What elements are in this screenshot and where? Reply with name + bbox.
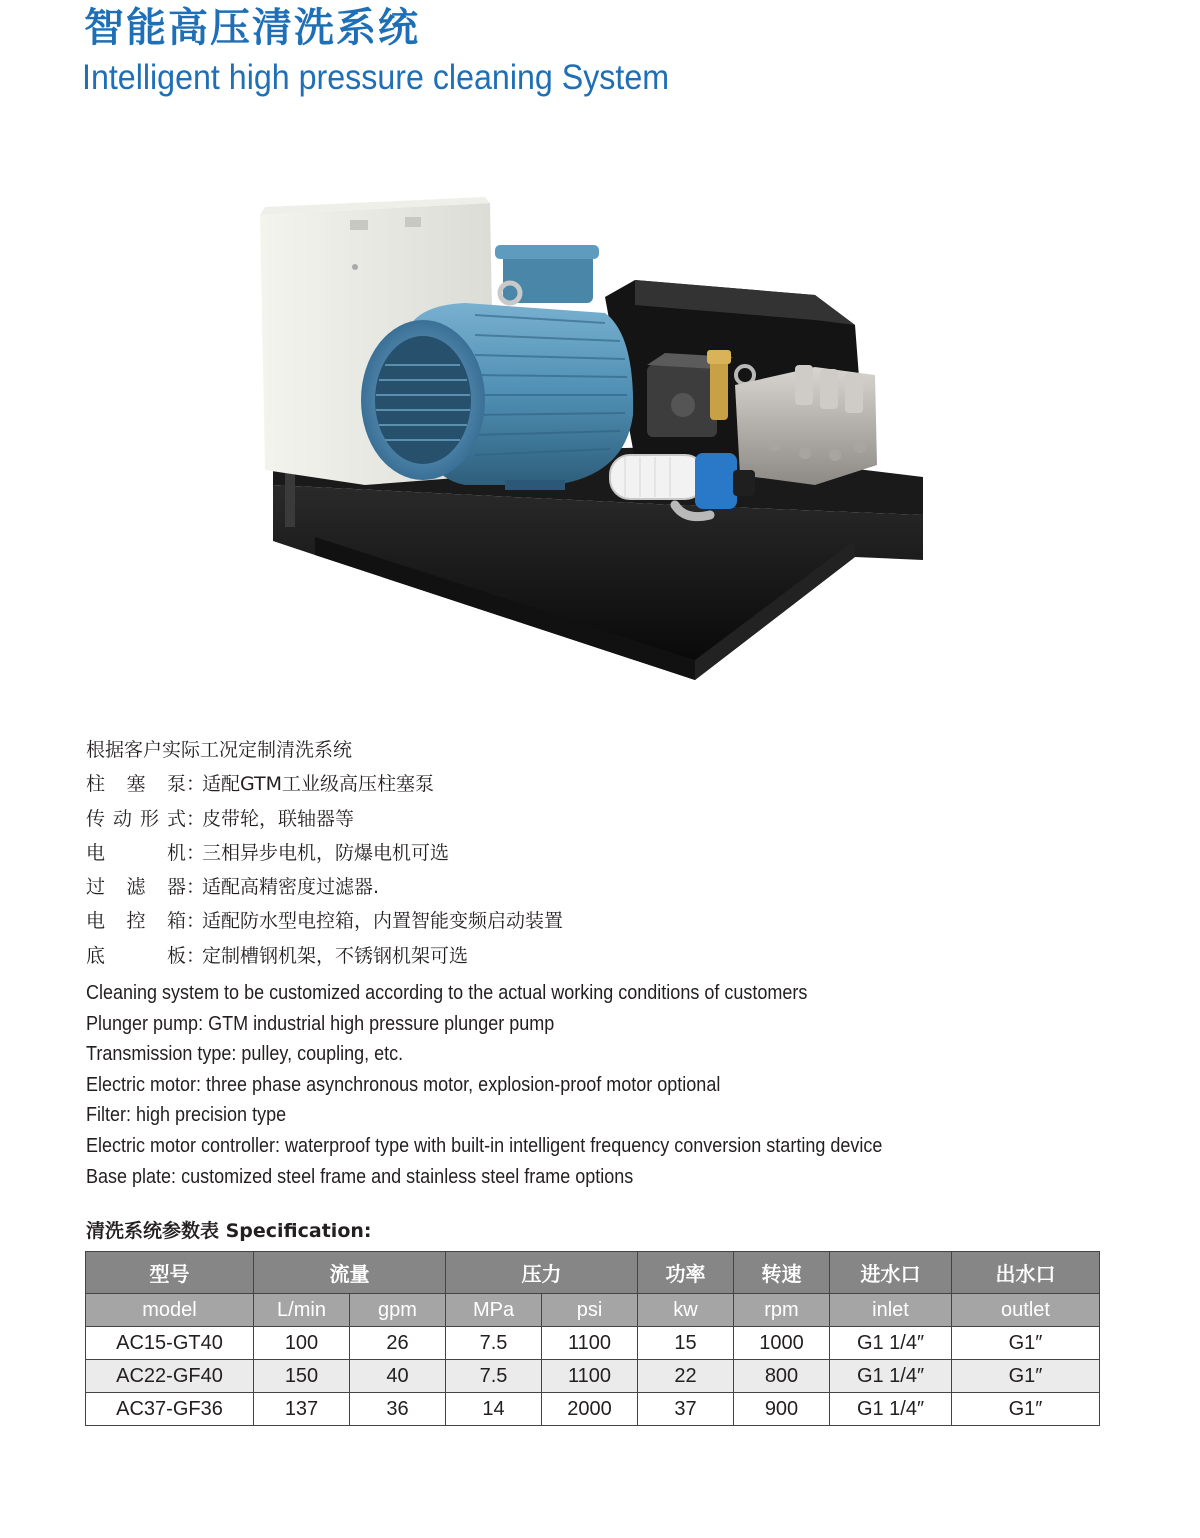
features-cn-value: 皮带轮，联轴器等: [202, 807, 355, 830]
table-cell: 14: [446, 1393, 542, 1426]
spec-header-cell: 出水口: [952, 1252, 1100, 1294]
table-cell: G1″: [952, 1360, 1100, 1393]
features-en-item: Filter: high precision type: [86, 1104, 287, 1127]
features-cn-value: 定制槽钢机架，不锈钢机架可选: [202, 944, 469, 967]
table-cell: G1 1/4″: [830, 1327, 952, 1360]
table-cell: 7.5: [446, 1360, 542, 1393]
spec-subheader-cell: kw: [638, 1294, 734, 1327]
features-cn-intro: 根据客户实际工况定制清洗系统: [86, 739, 353, 761]
features-en-item: Electric motor: three phase asynchronous motor, explosion-proof motor optional: [86, 1073, 721, 1096]
features-cn-value: 适配GTM工业级高压柱塞泵: [202, 773, 435, 796]
spec-subheader-cell: inlet: [830, 1294, 952, 1327]
spec-subheader-cell: model: [86, 1294, 254, 1327]
table-row: [86, 1360, 1100, 1393]
features-en-item: Cleaning system to be customized according to the actual working conditions of customers: [86, 982, 808, 1004]
table-cell: G1″: [952, 1393, 1100, 1426]
spec-subheader-cell: L/min: [254, 1294, 350, 1327]
features-cn-label: 底板: [86, 944, 186, 967]
features-en-item: Plunger pump: GTM industrial high pressure plunger pump: [86, 1012, 555, 1035]
table-cell: 900: [734, 1393, 830, 1426]
table-cell: 22: [638, 1360, 734, 1393]
spec-subheader-cell: rpm: [734, 1294, 830, 1327]
spec-title: 清洗系统参数表 Specification:: [86, 1220, 372, 1242]
spec-header-cell: 进水口: [830, 1252, 952, 1294]
table-cell: 150: [254, 1360, 350, 1393]
features-cn-value: 三相异步电机，防爆电机可选: [202, 841, 450, 864]
table-cell: 7.5: [446, 1327, 542, 1360]
features-cn-item: [86, 802, 563, 836]
spec-header-row-cn: [86, 1252, 1100, 1294]
table-cell: AC37-GF36: [86, 1393, 254, 1426]
page-title-cn: 智能高压清洗系统: [84, 5, 420, 51]
spec-header-row-en: [86, 1294, 1100, 1327]
table-cell: 800: [734, 1360, 830, 1393]
table-cell: 15: [638, 1327, 734, 1360]
spec-header-cell: 型号: [86, 1252, 254, 1294]
table-cell: G1 1/4″: [830, 1360, 952, 1393]
table-cell: AC22-GF40: [86, 1360, 254, 1393]
features-cn-value: 适配高精密度过滤器.: [202, 876, 380, 899]
table-cell: 1000: [734, 1327, 830, 1360]
product-image: [255, 185, 935, 685]
table-cell: G1 1/4″: [830, 1393, 952, 1426]
spec-subheader-cell: gpm: [350, 1294, 446, 1327]
page-title-en: Intelligent high pressure cleaning System: [82, 58, 670, 97]
features-cn-item: [86, 870, 563, 904]
table-cell: 26: [350, 1327, 446, 1360]
table-cell: 37: [638, 1393, 734, 1426]
features-cn-sep: ：: [186, 773, 206, 796]
features-en-item: Electric motor controller: waterproof type with built-in intelligent frequency conversion starting device: [86, 1134, 883, 1157]
spec-subheader-cell: MPa: [446, 1294, 542, 1327]
features-cn-label: 过滤器: [86, 876, 186, 899]
features-cn-sep: ：: [186, 910, 206, 933]
table-row: [86, 1327, 1100, 1360]
features-cn-sep: ：: [186, 944, 206, 967]
spec-header-cell: 功率: [638, 1252, 734, 1294]
features-cn-sep: ：: [186, 807, 206, 830]
features-cn-label: 柱塞泵: [86, 773, 186, 796]
features-cn-item: [86, 939, 563, 973]
spec-subheader-cell: outlet: [952, 1294, 1100, 1327]
spec-subheader-cell: psi: [542, 1294, 638, 1327]
features-cn-list: [86, 733, 563, 973]
spec-header-cell: 流量: [254, 1252, 446, 1294]
features-cn-label: 传动形式: [86, 807, 186, 830]
table-cell: AC15-GT40: [86, 1327, 254, 1360]
features-cn-value: 适配防水型电控箱，内置智能变频启动装置: [202, 910, 564, 933]
table-cell: 137: [254, 1393, 350, 1426]
table-cell: 1100: [542, 1327, 638, 1360]
features-cn-sep: ：: [186, 876, 206, 899]
table-row: [86, 1393, 1100, 1426]
spec-header-cell: 压力: [446, 1252, 638, 1294]
features-cn-label: 电控箱: [86, 910, 186, 933]
features-en-item: Base plate: customized steel frame and stainless steel frame options: [86, 1165, 634, 1188]
table-cell: 1100: [542, 1360, 638, 1393]
table-cell: 2000: [542, 1393, 638, 1426]
spec-header-cell: 转速: [734, 1252, 830, 1294]
table-cell: 36: [350, 1393, 446, 1426]
table-cell: 100: [254, 1327, 350, 1360]
features-cn-label: 电机: [86, 841, 186, 864]
features-en-list: [86, 978, 882, 1192]
spec-table: [85, 1251, 1100, 1426]
table-cell: 40: [350, 1360, 446, 1393]
features-en-item: Transmission type: pulley, coupling, etc.: [86, 1043, 404, 1066]
features-cn-sep: ：: [186, 841, 206, 864]
features-cn-item: [86, 904, 563, 938]
features-cn-item: [86, 767, 563, 801]
table-cell: G1″: [952, 1327, 1100, 1360]
features-cn-item: [86, 836, 563, 870]
